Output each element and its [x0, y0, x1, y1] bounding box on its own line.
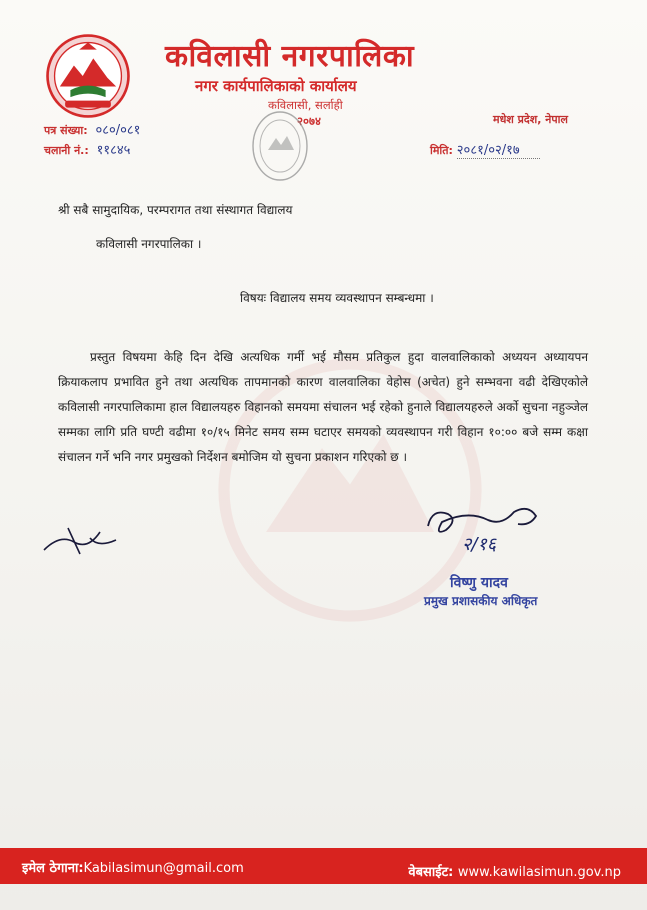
footer-email: [22, 858, 244, 876]
letter-number-value: ०८०/०८१: [95, 123, 141, 138]
nepal-emblem-icon: [44, 32, 132, 120]
email-label: इमेल ठेगाना:: [22, 861, 84, 876]
officer-name: विष्णु यादव: [450, 575, 508, 591]
recipient-line-2: कविलासी नगरपालिका ।: [96, 237, 202, 251]
signature-number: २/१६: [462, 534, 497, 555]
dispatch-number-label: चलानी नं.:: [44, 144, 89, 157]
org-address: कविलासी, सर्लाही: [268, 98, 343, 112]
recipient-line-1: श्री सबै सामुदायिक, परम्परागत तथा संस्थागत विद्यालय: [58, 203, 293, 217]
website-value[interactable]: www.kawilasimun.gov.np: [457, 865, 621, 880]
date-label: मिति:: [430, 144, 453, 157]
office-seal-icon: [250, 108, 310, 184]
province-label: मधेश प्रदेश, नेपाल: [493, 113, 568, 126]
officer-title: प्रमुख प्रशासकीय अधिकृत: [424, 594, 538, 608]
dispatch-number-value: ११८४५: [96, 143, 131, 158]
subject-line: विषयः विद्यालय समय व्यवस्थापन सम्बन्धमा ।: [240, 291, 434, 305]
org-year: २०७४: [297, 114, 321, 128]
footer-website: [408, 862, 621, 880]
website-label: वेबसाईट:: [408, 865, 454, 880]
letter-number-label: पत्र संख्या:: [44, 124, 88, 137]
org-subtitle: नगर कार्यपालिकाको कार्यालय: [195, 77, 357, 95]
letter-date: [430, 140, 540, 158]
letter-number: [44, 120, 140, 138]
email-value[interactable]: Kabilasimun@gmail.com: [83, 861, 244, 876]
org-title: कविलासी नगरपालिका: [165, 39, 415, 74]
dispatch-number: [44, 140, 130, 158]
date-value: २०८१/०२/१७: [457, 143, 540, 159]
initial-signature-icon: [40, 520, 120, 560]
body-paragraph: प्रस्तुत विषयमा केहि दिन देखि अत्यधिक गर्मी भई मौसम प्रतिकुल हुदा वालवालिकाको अध्ययन अध्यायपन क्रियाकलाप प्रभावित हुने तथा अत्यधिक तापमानको कारण वालवालिका वेहोस (अचेत) हुने सम्भवना वढी देखिएकोले कविलासी नगरपालिकामा हाल विद्यालयहरु विहानको समयमा संचालन भई रहेको हुनाले विद्यालयहरुले अर्को सुचना नहुञ्जेल सम्मका लागि प्रति घण्टी वढीमा १०/१५ मिनेट समय सम्म घटाएर समयको व्यवस्थापन गरी विहान १०:०० बजे सम्म कक्षा संचालन गर्ने भनि नगर प्रमुखको निर्देशन बमोजिम यो सुचना प्रकाशन गरिएको छ ।: [58, 350, 588, 464]
